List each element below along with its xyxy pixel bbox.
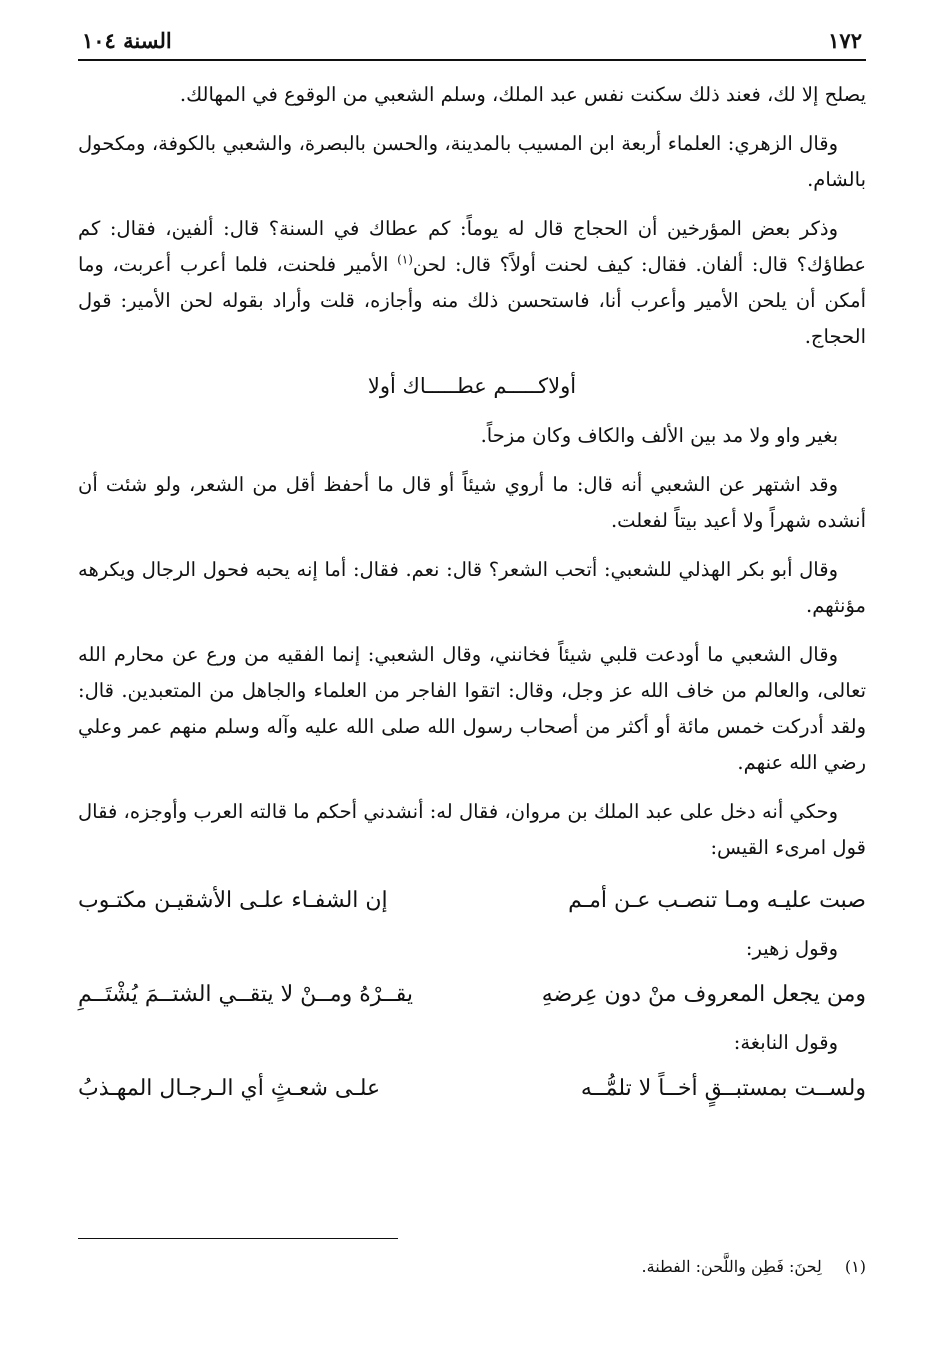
poem-verse (78, 1067, 866, 1111)
book-page (78, 28, 866, 1367)
verse-first-hemistich: ومن يجعل المعروف منْ دون عِرضهِ (541, 982, 866, 1007)
verse-second-hemistich: يقــرْهُ ومــنْ لا يتقــي الشتــمَ يُشْتَــمِ (78, 982, 414, 1007)
paragraph: يصلح إلا لك، فعند ذلك سكنت نفس عبد الملك، وسلم الشعبي من الوقوع في المهالك. (179, 83, 866, 106)
verse-second-hemistich: إن الشفـاء علـى الأشقيـن مكتـوب (78, 888, 388, 913)
footnote (642, 1254, 866, 1280)
page-number: ١٧٢ (828, 28, 862, 53)
poem-intro: وقول زهير: (745, 937, 838, 960)
footnote-text: لِحنَ: فَطِن واللَّحن: الفطنة. (641, 1257, 822, 1276)
poem-verse (78, 879, 866, 923)
paragraph: وحكي أنه دخل على عبد الملك بن مروان، فقال له: أنشدني أحكم ما قالته العرب وأوجزه، فقال قول امرىء القيس: (78, 800, 866, 859)
section-title: السنة ١٠٤ (82, 28, 172, 53)
paragraph-part: الأمير فلحنت، فلما أعرب أعربت، وما أمكن أن يلحن الأمير وأعرب أنا، فاستحسن ذلك منه وأجازه، قلت وأراد بقوله لحن الأمير: قول الحجاج. (78, 253, 866, 348)
paragraph: وقال أبو بكر الهذلي للشعبي: أتحب الشعر؟ قال: نعم. فقال: أما إنه يحبه فحول الرجال ويكرهه مؤنثهم. (78, 558, 866, 617)
paragraph (78, 211, 866, 355)
footnote-reference: (١) (397, 252, 413, 267)
verse-first-hemistich: ولســت بمستبــقٍ أخــاً لا تلمُّــه (580, 1076, 866, 1101)
body-text (78, 77, 866, 1111)
centered-verse: أولاكـــــم عطـــــاك أولا (367, 374, 577, 398)
footnote-separator (78, 1238, 398, 1239)
paragraph: وقال الشعبي ما أودعت قلبي شيئاً فخانني، وقال الشعبي: إنما الفقيه من ورع عن محارم الله تعالى، والعالم من خاف الله عز وجل، وقال: اتقوا الفاجر من العلماء والجاهل من المتعبدين. قال: ولقد أدركت خمس مائة أو أكثر من أصحاب رسول الله صلى الله عليه وآله وسلم منهم عمر وعلي رضي الله عنهم. (78, 643, 866, 774)
paragraph: وقد اشتهر عن الشعبي أنه قال: ما أروي شيئاً أو قال ما أحفظ أقل من الشعر، ولو شئت أن أنشده شهراً ولا أعيد بيتاً لفعلت. (78, 473, 866, 532)
verse-second-hemistich: علـى شعـثٍ أي الـرجـال المهـذبُ (78, 1076, 381, 1101)
paragraph-part: وذكر بعض المؤرخين أن الحجاج قال له يوماً: كم عطاك في السنة؟ قال: ألفين، فقال: كم عطاؤك؟ قال: ألفان. فقال: كيف لحنت أولاً؟ قال: لحن (78, 217, 866, 276)
poem-verse (78, 973, 866, 1017)
poem-intro: وقول النابغة: (733, 1031, 838, 1054)
running-header (78, 28, 866, 61)
paragraph: بغير واو ولا مد بين الألف والكاف وكان مزحاً. (480, 424, 838, 447)
verse-first-hemistich: صبت عليـه ومـا تنصـب عـن أمـم (568, 888, 866, 913)
paragraph: وقال الزهري: العلماء أربعة ابن المسيب بالمدينة، والحسن بالبصرة، والشعبي بالكوفة، ومكحول بالشام. (78, 132, 866, 191)
footnote-number: (١) (844, 1257, 866, 1276)
